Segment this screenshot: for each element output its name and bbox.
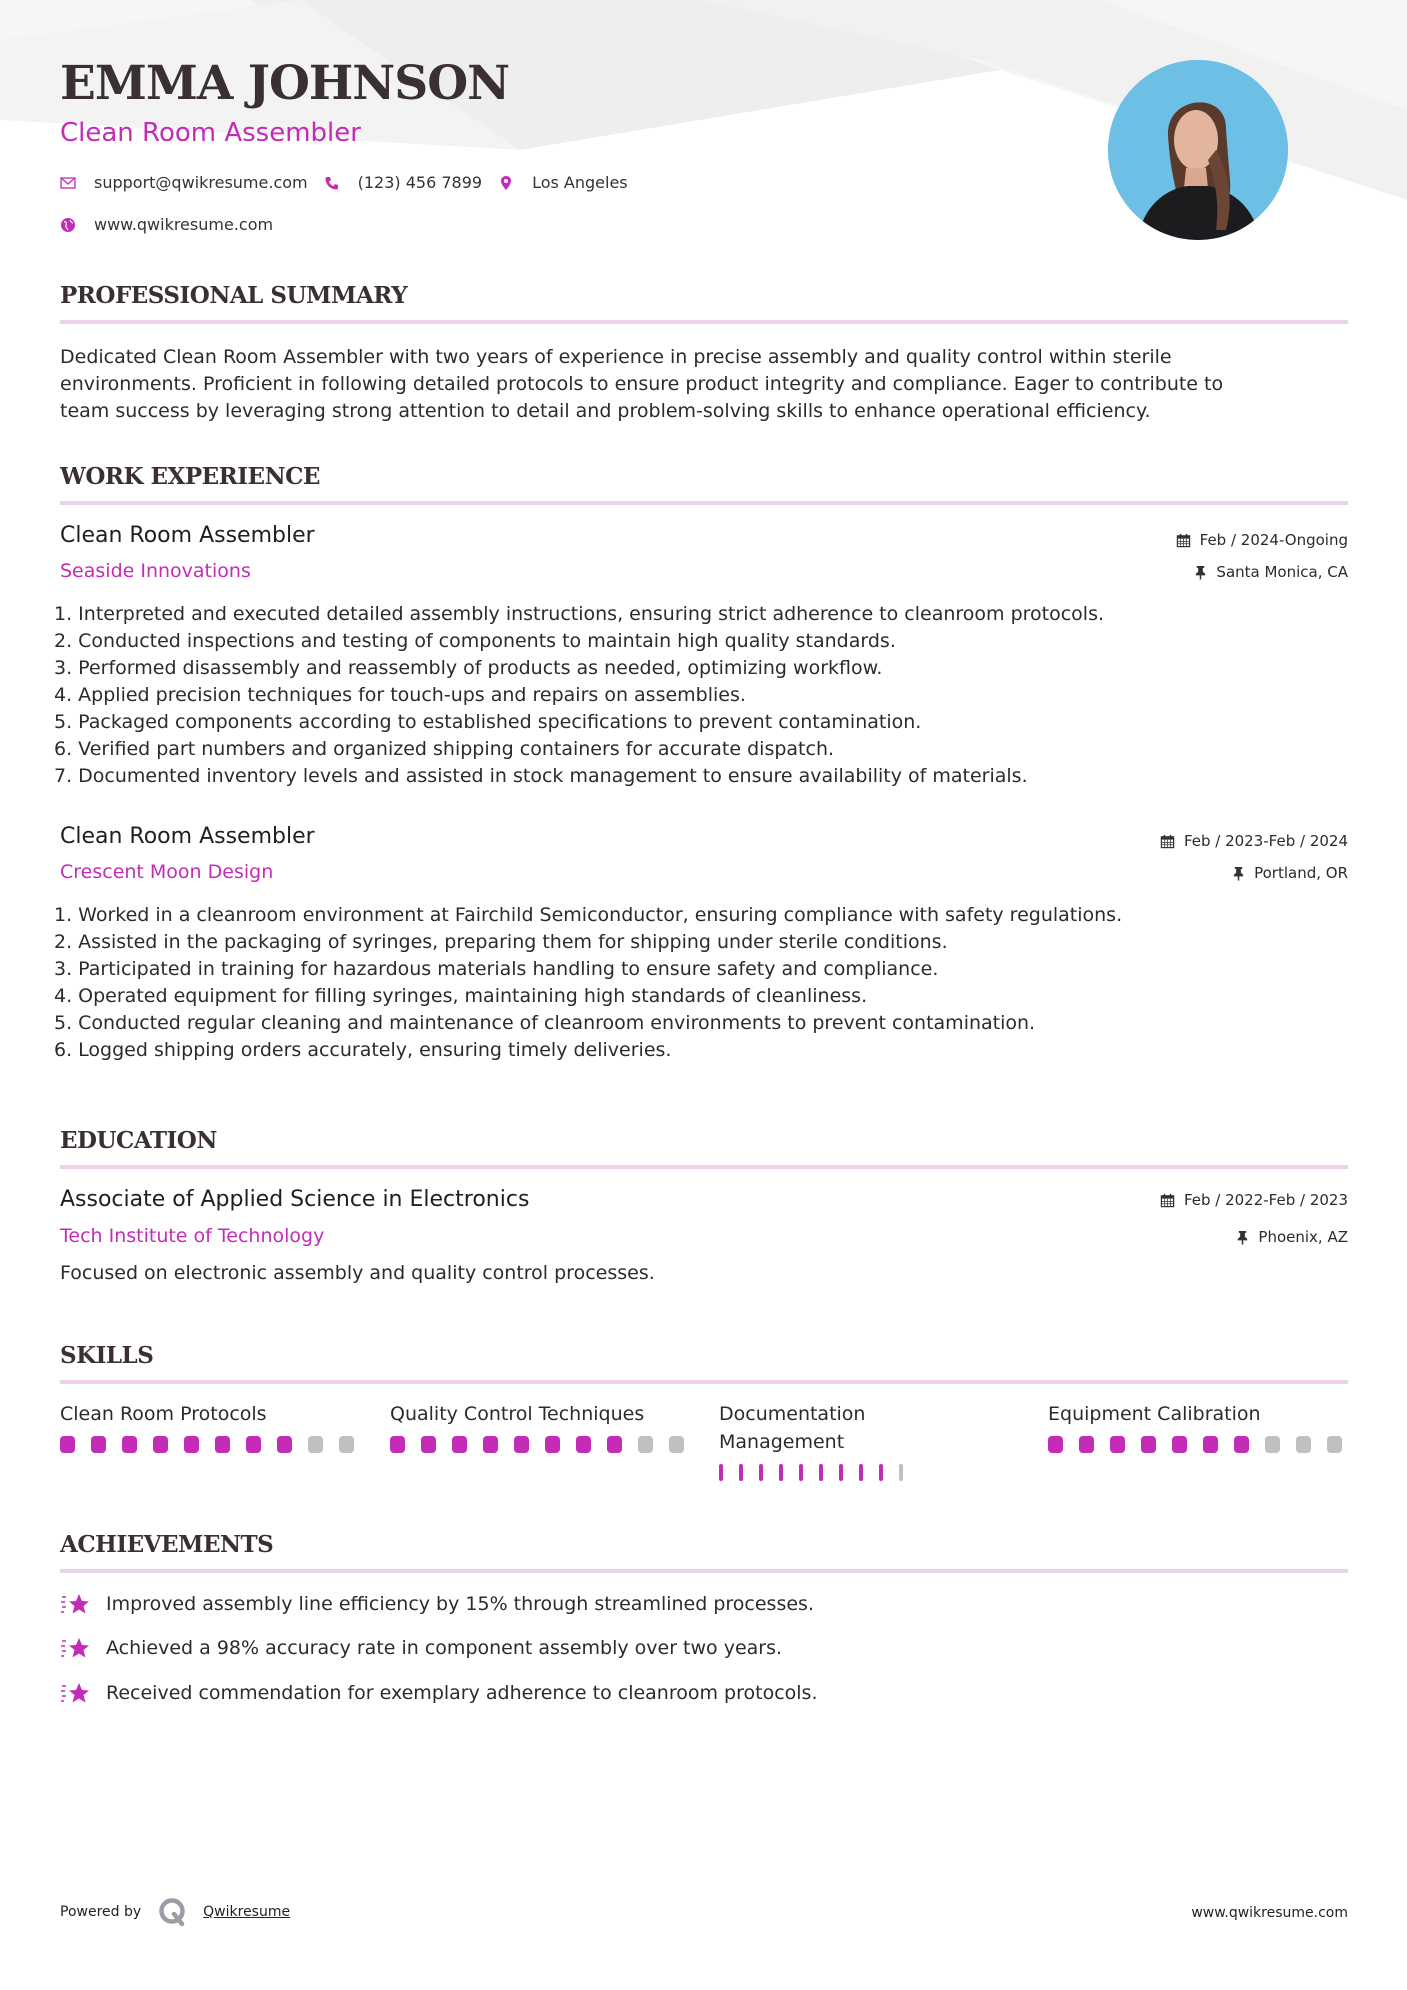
responsibility-item: 7. Documented inventory levels and assisted in stock management to ensure availability of materials. [54, 765, 1028, 787]
education-location: Phoenix, AZ [1234, 1228, 1348, 1246]
pushpin-icon [1234, 1229, 1250, 1245]
skill-dot-filled [514, 1436, 529, 1453]
section-divider [60, 1380, 1348, 1384]
star-award-icon [60, 1591, 92, 1617]
company-name: Crescent Moon Design [60, 861, 274, 883]
footer-website-link[interactable]: www.qwikresume.com [1191, 1905, 1348, 1921]
section-summary [60, 282, 1348, 422]
skill-dot-filled [390, 1436, 405, 1453]
skill-dot-empty [1327, 1436, 1342, 1453]
star-award-icon [60, 1635, 92, 1661]
skill-dot-filled [739, 1464, 743, 1481]
responsibility-item: 3. Performed disassembly and reassembly of products as needed, optimizing workflow. [54, 657, 883, 679]
skill-dot-filled [184, 1436, 199, 1453]
skill-dot-filled [545, 1436, 560, 1453]
section-work-experience [54, 463, 1348, 1061]
summary-line: environments. Proficient in following detailed protocols to ensure product integrity and compliance. Eager to contribute to [60, 373, 1224, 395]
skill-dot-filled [277, 1436, 292, 1453]
skill-dot-filled [759, 1464, 763, 1481]
job-title: Clean Room Assembler [60, 824, 315, 849]
education-dates: Feb / 2022-Feb / 2023 [1160, 1191, 1348, 1209]
star-award-icon [60, 1680, 92, 1706]
skill-dot-empty [1265, 1436, 1280, 1453]
skill-dot-filled [483, 1436, 498, 1453]
skill-dot-filled [1048, 1436, 1063, 1453]
skill-name: Equipment Calibration [1048, 1403, 1261, 1425]
skill-item [60, 1400, 370, 1453]
skill-dot-filled [153, 1436, 168, 1453]
section-divider [60, 320, 1348, 324]
achievement-text: Achieved a 98% accuracy rate in component assembly over two years. [106, 1637, 783, 1659]
skill-dot-filled [246, 1436, 261, 1453]
skill-item [719, 1400, 919, 1481]
skill-dot-filled [576, 1436, 591, 1453]
responsibility-item: 1. Worked in a cleanroom environment at Fairchild Semiconductor, ensuring compliance with safety regulations. [54, 904, 1123, 926]
responsibility-item: 6. Verified part numbers and organized shipping containers for accurate dispatch. [54, 738, 835, 760]
skill-dot-filled [452, 1436, 467, 1453]
profile-photo [1108, 60, 1288, 240]
contact-location [498, 173, 628, 192]
skill-dot-filled [215, 1436, 230, 1453]
section-skills [60, 1342, 1348, 1453]
responsibility-item: 2. Assisted in the packaging of syringes, preparing them for shipping under sterile conditions. [54, 931, 948, 953]
responsibility-item: 6. Logged shipping orders accurately, ensuring timely deliveries. [54, 1039, 672, 1061]
qwikresume-link[interactable]: Qwikresume [203, 1904, 291, 1920]
achievement-text: Improved assembly line efficiency by 15% through streamlined processes. [106, 1593, 814, 1615]
school-name: Tech Institute of Technology [60, 1225, 325, 1247]
skill-dot-filled [799, 1464, 803, 1481]
responsibility-item: 4. Operated equipment for filling syringes, maintaining high standards of cleanliness. [54, 985, 868, 1007]
skill-dot-empty [669, 1436, 684, 1453]
job-title: Clean Room Assembler [60, 523, 315, 548]
job-location: Santa Monica, CA [1192, 563, 1348, 581]
job-responsibilities [54, 902, 1348, 1064]
skill-dot-filled [122, 1436, 137, 1453]
job-location: Portland, OR [1230, 864, 1348, 882]
section-heading: WORK EXPERIENCE [60, 463, 320, 490]
section-education [60, 1127, 1348, 1284]
degree-title: Associate of Applied Science in Electronics [60, 1187, 530, 1212]
skill-dot-filled [879, 1464, 883, 1481]
summary-line: team success by leveraging strong attention to detail and problem-solving skills to enhance operational efficiency. [60, 400, 1151, 422]
responsibility-item: 5. Packaged components according to established specifications to prevent contamination. [54, 711, 922, 733]
contact-row-primary [60, 173, 644, 192]
skill-dot-empty [339, 1436, 354, 1453]
skill-item [390, 1400, 700, 1453]
section-achievements [60, 1531, 1348, 1704]
section-divider [60, 1569, 1348, 1573]
skill-name: Quality Control Techniques [390, 1403, 645, 1425]
skill-rating [1048, 1436, 1358, 1453]
pushpin-icon [1192, 564, 1208, 580]
skill-dot-empty [308, 1436, 323, 1453]
skill-dot-filled [779, 1464, 783, 1481]
skill-dot-filled [60, 1436, 75, 1453]
calendar-icon [1160, 833, 1176, 849]
responsibility-item: 2. Conducted inspections and testing of components to maintain high quality standards. [54, 630, 896, 652]
map-pin-icon [498, 175, 514, 191]
job-dates: Feb / 2024-Ongoing [1176, 531, 1348, 549]
summary-line: Dedicated Clean Room Assembler with two years of experience in precise assembly and quality control within sterile [60, 346, 1172, 368]
skill-dot-filled [1141, 1436, 1156, 1453]
summary-text [60, 344, 1348, 425]
section-heading: ACHIEVEMENTS [60, 1531, 274, 1558]
skill-dot-filled [1172, 1436, 1187, 1453]
skill-dot-filled [839, 1464, 843, 1481]
contact-phone[interactable] [324, 173, 482, 192]
qwikresume-logo-icon [157, 1896, 189, 1928]
skill-dot-filled [1203, 1436, 1218, 1453]
section-divider [60, 501, 1348, 505]
pushpin-icon [1230, 865, 1246, 881]
skill-dot-filled [1079, 1436, 1094, 1453]
phone-text: (123) 456 7899 [357, 173, 483, 192]
contact-row-secondary [60, 215, 289, 234]
contact-email[interactable] [60, 173, 308, 192]
skill-rating [719, 1464, 919, 1481]
powered-by-label: Powered by [60, 1904, 142, 1920]
company-name: Seaside Innovations [60, 560, 251, 582]
skill-dot-filled [91, 1436, 106, 1453]
skill-rating [60, 1436, 370, 1453]
achievement-item [60, 1591, 814, 1617]
email-text: support@qwikresume.com [94, 173, 308, 192]
job-dates: Feb / 2023-Feb / 2024 [1160, 832, 1348, 850]
responsibility-item: 1. Interpreted and executed detailed assembly instructions, ensuring strict adherence to cleanroom protocols. [54, 603, 1105, 625]
skill-rating [390, 1436, 700, 1453]
website-text: www.qwikresume.com [94, 215, 274, 234]
responsibility-item: 4. Applied precision techniques for touch-ups and repairs on assemblies. [54, 684, 746, 706]
responsibility-item: 3. Participated in training for hazardous materials handling to ensure safety and compliance. [54, 958, 939, 980]
phone-icon [324, 175, 340, 191]
contact-website[interactable] [60, 215, 273, 234]
section-heading: SKILLS [60, 1342, 154, 1369]
achievement-item [60, 1680, 817, 1706]
skill-dot-empty [638, 1436, 653, 1453]
globe-icon [60, 217, 76, 233]
skill-dot-filled [421, 1436, 436, 1453]
skill-dot-filled [1110, 1436, 1125, 1453]
section-divider [60, 1165, 1348, 1169]
section-heading: PROFESSIONAL SUMMARY [60, 282, 408, 309]
footer-powered-by [60, 1896, 290, 1928]
location-text: Los Angeles [532, 173, 628, 192]
skill-dot-empty [899, 1464, 903, 1481]
skill-name: Clean Room Protocols [60, 1403, 267, 1425]
candidate-name: EMMA JOHNSON [60, 56, 510, 111]
section-heading: EDUCATION [60, 1127, 217, 1154]
candidate-title: Clean Room Assembler [60, 118, 361, 148]
skill-name: Documentation Management [719, 1403, 866, 1453]
responsibility-item: 5. Conducted regular cleaning and maintenance of cleanroom environments to prevent contamination. [54, 1012, 1036, 1034]
calendar-icon [1176, 532, 1192, 548]
skill-dot-filled [719, 1464, 723, 1481]
job-responsibilities [54, 601, 1348, 790]
skill-item [1048, 1400, 1358, 1453]
skill-dot-filled [859, 1464, 863, 1481]
skill-dot-empty [1296, 1436, 1311, 1453]
education-description: Focused on electronic assembly and quality control processes. [60, 1262, 655, 1284]
calendar-icon [1160, 1192, 1176, 1208]
skill-dot-filled [819, 1464, 823, 1481]
achievement-text: Received commendation for exemplary adherence to cleanroom protocols. [106, 1682, 818, 1704]
envelope-icon [60, 175, 76, 191]
achievement-item [60, 1635, 782, 1661]
skill-dot-filled [607, 1436, 622, 1453]
skill-dot-filled [1234, 1436, 1249, 1453]
